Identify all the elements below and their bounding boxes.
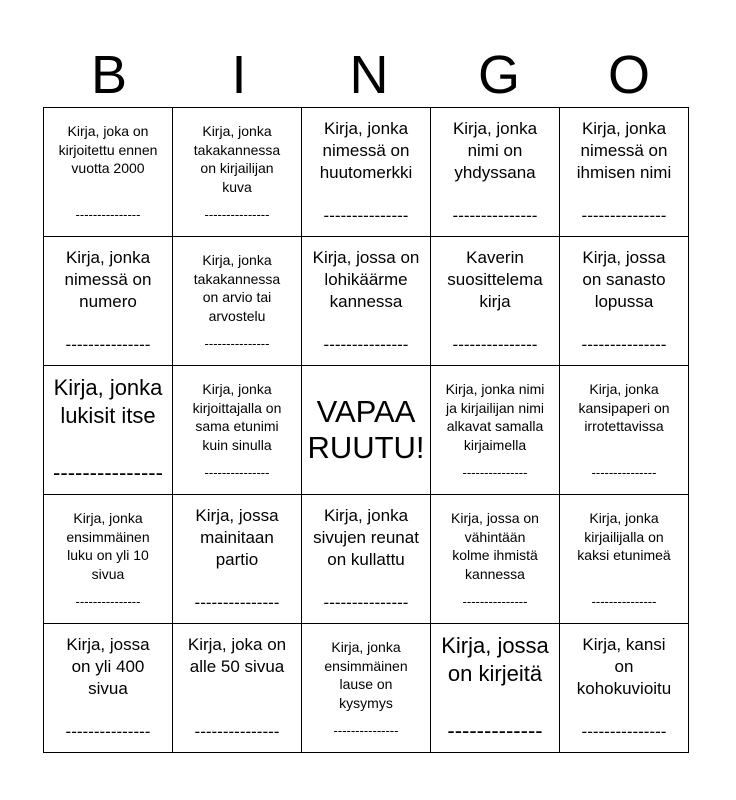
bingo-cell[interactable] — [173, 366, 302, 495]
answer-line: --------------- — [462, 465, 528, 480]
cell-prompt: Kirja, jonka takakannessa on kirjailijan kuva — [193, 123, 281, 195]
header-letter: O — [607, 45, 650, 105]
bingo-cell[interactable] — [173, 108, 302, 237]
cell-content — [563, 366, 685, 494]
cell-prompt: Kirja, jonka nimessä on huutomerkki — [319, 119, 413, 182]
bingo-cell[interactable] — [560, 624, 689, 753]
answer-line: --------------- — [204, 207, 270, 222]
cell-content — [176, 624, 298, 752]
cell-content — [47, 366, 169, 494]
cell-prompt: Kirja, jonka kansipaperi on irrotettavissa — [578, 381, 670, 434]
answer-line: --------------- — [581, 206, 667, 225]
free-space-cell[interactable] — [302, 366, 431, 495]
answer-line: --------------- — [204, 465, 270, 480]
cell-content — [176, 237, 298, 365]
cell-content — [434, 237, 556, 365]
cell-content — [176, 495, 298, 623]
cell-content — [563, 495, 685, 623]
cell-prompt: Kirja, jossa on lohikäärme kannessa — [312, 248, 420, 311]
answer-line: --------------- — [75, 207, 141, 222]
bingo-row — [44, 624, 689, 753]
bingo-cell[interactable] — [302, 108, 431, 237]
cell-content — [434, 108, 556, 236]
answer-line: --------------- — [204, 336, 270, 351]
bingo-row — [44, 108, 689, 237]
bingo-cell[interactable] — [173, 624, 302, 753]
answer-line: --------------- — [323, 593, 409, 612]
cell-content — [305, 624, 427, 752]
cell-content — [434, 495, 556, 623]
answer-line: --------------- — [333, 723, 399, 738]
bingo-cell[interactable] — [44, 495, 173, 624]
bingo-cell[interactable] — [560, 495, 689, 624]
free-space-label: VAPAA RUUTU! — [307, 394, 425, 465]
cell-prompt: Kirja, jossa mainitaan partio — [195, 506, 279, 569]
cell-prompt: Kirja, joka on kirjoitettu ennen vuotta 2000 — [58, 123, 158, 176]
cell-prompt: Kirja, jossa on sanasto lopussa — [582, 248, 666, 311]
bingo-cell[interactable] — [431, 108, 560, 237]
answer-line: --------------- — [323, 335, 409, 354]
cell-content — [47, 624, 169, 752]
cell-prompt: Kirja, jonka kirjailijalla on kaksi etunimeä — [577, 510, 671, 563]
answer-line: --------------- — [65, 335, 151, 354]
header-letter: G — [477, 45, 520, 105]
cell-content — [176, 366, 298, 494]
cell-prompt: Kirja, jonka nimessä on ihmisen nimi — [576, 119, 672, 182]
bingo-cell[interactable] — [560, 237, 689, 366]
cell-prompt: Kirja, jonka nimi on yhdyssana — [452, 119, 538, 182]
cell-content — [176, 108, 298, 236]
bingo-header — [44, 44, 694, 106]
cell-content — [434, 366, 556, 494]
bingo-cell[interactable] — [44, 108, 173, 237]
cell-prompt: Kirja, jonka ensimmäinen luku on yli 10 sivua — [66, 510, 150, 582]
cell-prompt: Kirja, jonka lukisit itse — [53, 375, 163, 428]
bingo-cell[interactable] — [560, 366, 689, 495]
answer-line: --------------- — [75, 594, 141, 609]
answer-line: --------------- — [452, 206, 538, 225]
answer-line: --------------- — [194, 593, 280, 612]
answer-line: --------------- — [53, 460, 163, 485]
bingo-cell[interactable] — [302, 495, 431, 624]
cell-prompt: Kirja, jossa on kirjeitä — [441, 633, 549, 686]
cell-content — [47, 108, 169, 236]
bingo-row — [44, 495, 689, 624]
cell-prompt: Kirja, jonka kirjoittajalla on sama etunimi kuin sinulla — [192, 381, 282, 453]
cell-content — [563, 237, 685, 365]
header-letter: N — [349, 45, 389, 105]
bingo-cell[interactable] — [44, 366, 173, 495]
answer-line: --------------- — [591, 594, 657, 609]
cell-prompt: Kirja, kansi on kohokuvioitu — [576, 635, 672, 698]
bingo-cell[interactable] — [431, 624, 560, 753]
bingo-cell[interactable] — [173, 495, 302, 624]
answer-line: --------------- — [323, 206, 409, 225]
answer-line: ------------- — [447, 718, 543, 743]
cell-content — [434, 624, 556, 752]
cell-content — [47, 237, 169, 365]
header-letter: B — [90, 45, 128, 105]
bingo-cell[interactable] — [431, 237, 560, 366]
answer-line: --------------- — [194, 722, 280, 741]
bingo-cell[interactable] — [302, 237, 431, 366]
bingo-cell[interactable] — [560, 108, 689, 237]
bingo-row — [44, 366, 689, 495]
bingo-cell[interactable] — [44, 237, 173, 366]
cell-content — [47, 495, 169, 623]
cell-content — [305, 366, 427, 494]
cell-prompt: Kirja, jonka nimi ja kirjailijan nimi alkavat samalla kirjaimella — [445, 381, 545, 453]
answer-line: --------------- — [581, 335, 667, 354]
answer-line: --------------- — [462, 594, 528, 609]
bingo-grid — [43, 107, 689, 753]
bingo-cell[interactable] — [431, 366, 560, 495]
answer-line: --------------- — [581, 722, 667, 741]
cell-content — [305, 237, 427, 365]
cell-content — [305, 108, 427, 236]
cell-prompt: Kirja, jossa on yli 400 sivua — [66, 635, 150, 698]
bingo-cell[interactable] — [173, 237, 302, 366]
bingo-row — [44, 237, 689, 366]
cell-prompt: Kaverin suosittelema kirja — [447, 248, 543, 311]
answer-line: --------------- — [591, 465, 657, 480]
answer-line: --------------- — [452, 335, 538, 354]
answer-line: --------------- — [65, 722, 151, 741]
header-letter: I — [231, 45, 247, 105]
cell-content — [563, 108, 685, 236]
cell-prompt: Kirja, jossa on vähintään kolme ihmistä kannessa — [451, 510, 539, 582]
cell-prompt: Kirja, jonka nimessä on numero — [64, 248, 152, 311]
cell-content — [563, 624, 685, 752]
bingo-cell[interactable] — [44, 624, 173, 753]
cell-prompt: Kirja, jonka ensimmäinen lause on kysymys — [324, 639, 408, 711]
cell-prompt: Kirja, jonka sivujen reunat on kullattu — [313, 506, 419, 569]
cell-content — [305, 495, 427, 623]
cell-prompt: Kirja, jonka takakannessa on arvio tai arvostelu — [193, 252, 281, 324]
bingo-cell[interactable] — [431, 495, 560, 624]
cell-prompt: Kirja, joka on alle 50 sivua — [187, 635, 287, 676]
bingo-cell[interactable] — [302, 624, 431, 753]
